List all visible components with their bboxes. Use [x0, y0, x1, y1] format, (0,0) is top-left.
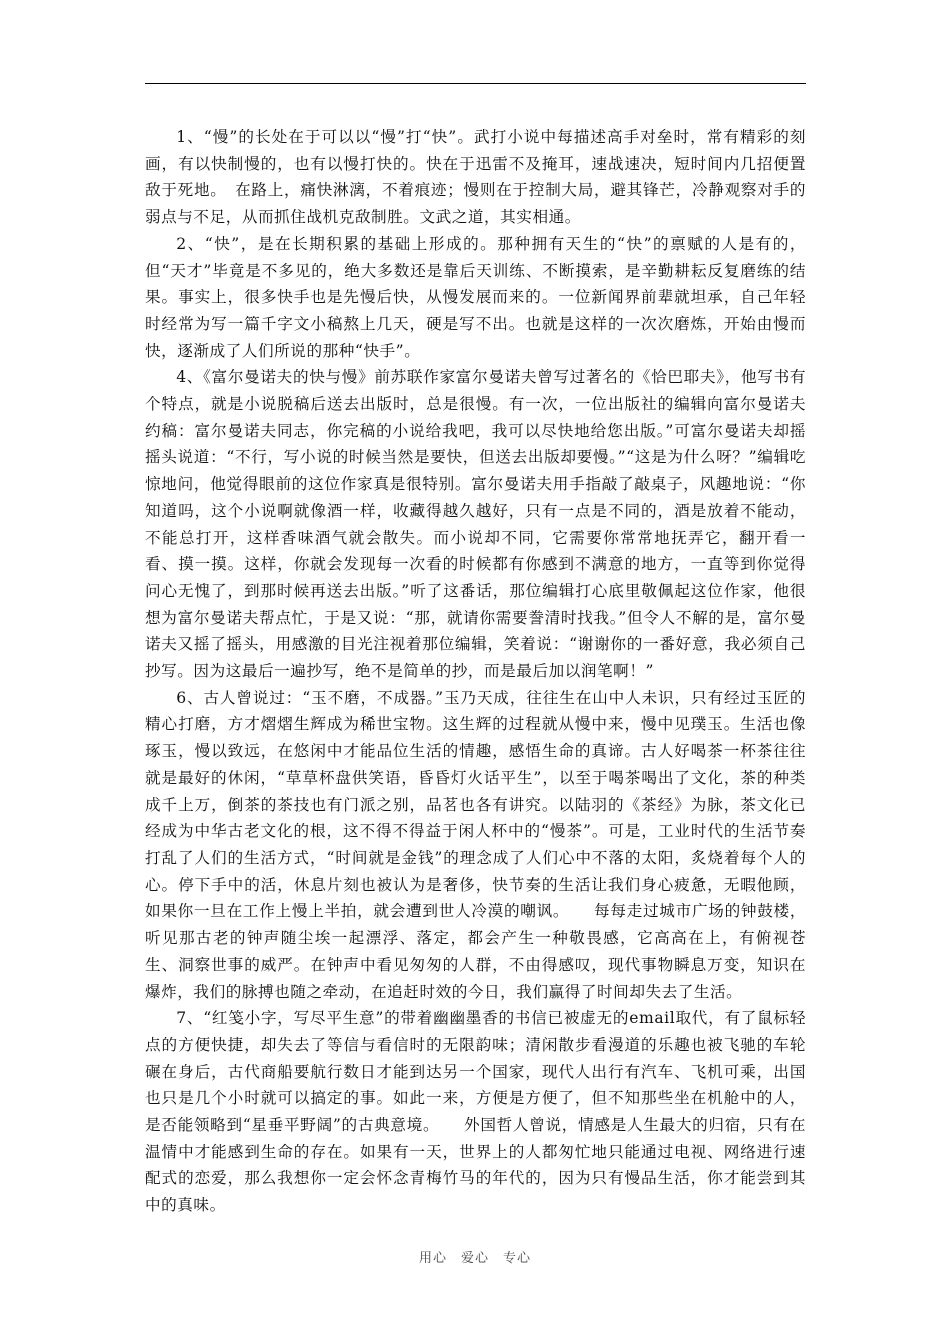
- paragraph-4: 4、《富尔曼诺夫的快与慢》前苏联作家富尔曼诺夫曾写过著名的《恰巴耶夫》，他写书有个特点，就是小说脱稿后送去出版时，总是很慢。有一次，一位出版社的编辑向富尔曼诺夫约稿：富尔曼诺夫同志，你完稿的小说给我吧，我可以尽快地给您出版。”可富尔曼诺夫却摇摇头说道：“不行，写小说的时候当然是要快，但送去出版却要慢。”“这是为什么呀？”编辑吃惊地问，他觉得眼前的这位作家真是很特别。富尔曼诺夫用手指敲了敲桌子，风趣地说：“你知道吗，这个小说啊就像酒一样，收藏得越久越好，只有一点是不同的，酒是放着不能动，不能总打开，这样香味酒气就会散失。而小说却不同，它需要你常常地抚弄它，翻开看一看、摸一摸。这样，你就会发现每一次看的时候都有你感到不满意的地方，一直等到你觉得问心无愧了，到那时候再送去出版。”听了这番话，那位编辑打心底里敬佩起这位作家，他很想为富尔曼诺夫帮点忙，于是又说：“那，就请你需要誊清时找我。”但令人不解的是，富尔曼诺夫又摇了摇头，用感激的目光注视着那位编辑，笑着说：“谢谢你的一番好意，我必须自己抄写。因为这最后一遍抄写，绝不是简单的抄，而是最后加以润笔啊！”: [145, 368, 806, 681]
- page-footer: 用心 爱心 专心: [418, 1251, 531, 1266]
- paragraph-2: 2、“快”，是在长期积累的基础上形成的。那种拥有天生的“快”的禀赋的人是有的，但“天才”毕竟是不多见的，绝大多数还是靠后天训练、不断摸索，是辛勤耕耘反复磨练的结果。事实上，很多快手也是先慢后快，从慢发展而来的。一位新闻界前辈就坦承，自己年轻时经常为写一篇千字文小稿熬上几天，硬是写不出。也就是这样的一次次磨炼，开始由慢而快，逐渐成了人们所说的那种“快手”。: [145, 234, 806, 360]
- paragraph-6: 6、古人曾说过：“玉不磨，不成器。”玉乃天成，往往生在山中人未识，只有经过玉匠的精心打磨，方才熠熠生辉成为稀世宝物。这生辉的过程就从慢中来，慢中见璞玉。生活也像琢玉，慢以致远，在悠闲中才能品位生活的情趣，感悟生命的真谛。古人好喝茶一杯茶往往就是最好的休闲，“草草杯盘供笑语，昏昏灯火话平生”，以至于喝茶喝出了文化，茶的种类成千上万，倒茶的茶技也有门派之别，品茗也各有讲究。以陆羽的《茶经》为脉，茶文化已经成为中华古老文化的根，这不得不得益于闲人杯中的“慢茶”。可是，工业时代的生活节奏打乱了人们的生活方式，“时间就是金钱”的理念成了人们心中不落的太阳，炙烧着每个人的心。停下手中的活，休息片刻也被认为是奢侈，快节奏的生活让我们身心疲惫，无暇他顾，如果你一旦在工作上慢上半拍，就会遭到世人冷漠的嘲讽。 每每走过城市广场的钟鼓楼，听见那古老的钟声随尘埃一起漂浮、落定，都会产生一种敬畏感，它高高在上，有俯视苍生、洞察世事的威严。在钟声中看见匆匆的人群，不由得感叹，现代事物瞬息万变，知识在爆炸，我们的脉搏也随之牵动，在追赶时效的今日，我们赢得了时间却失去了生活。: [145, 688, 806, 1001]
- header-rule: [145, 83, 806, 84]
- article-body: [145, 124, 806, 1219]
- paragraph-1: 1、“慢”的长处在于可以以“慢”打“快”。武打小说中每描述高手对垒时，常有精彩的刻画，有以快制慢的，也有以慢打快的。快在于迅雷不及掩耳，速战速决，短时间内几招便置敌于死地。 在路上，痛快淋漓，不着痕迹；慢则在于控制大局，避其锋芒，冷静观察对手的弱点与不足，从而抓住战机克敌制胜。文武之道，其实相通。: [145, 128, 806, 227]
- paragraph-7: 7、“红笺小字，写尽平生意”的带着幽幽墨香的书信已被虚无的email取代，有了鼠标轻点的方便快捷，却失去了等信与看信时的无限韵味；清闲散步看漫道的乐趣也被飞驰的车轮碾在身后，古代商船要航行数日才能到达另一个国家，现代人出行有汽车、飞机可乘，出国也只是几个小时就可以搞定的事。如此一来，方便是方便了，但不知那些坐在机舱中的人，是否能领略到“星垂平野阔”的古典意境。 外国哲人曾说，情感是人生最大的归宿，只有在温情中才能感到生命的存在。如果有一天，世界上的人都匆忙地只能通过电视、网络进行速配式的恋爱，那么我想你一定会怀念青梅竹马的年代的，因为只有慢品生活，你才能尝到其中的真味。: [145, 1009, 806, 1215]
